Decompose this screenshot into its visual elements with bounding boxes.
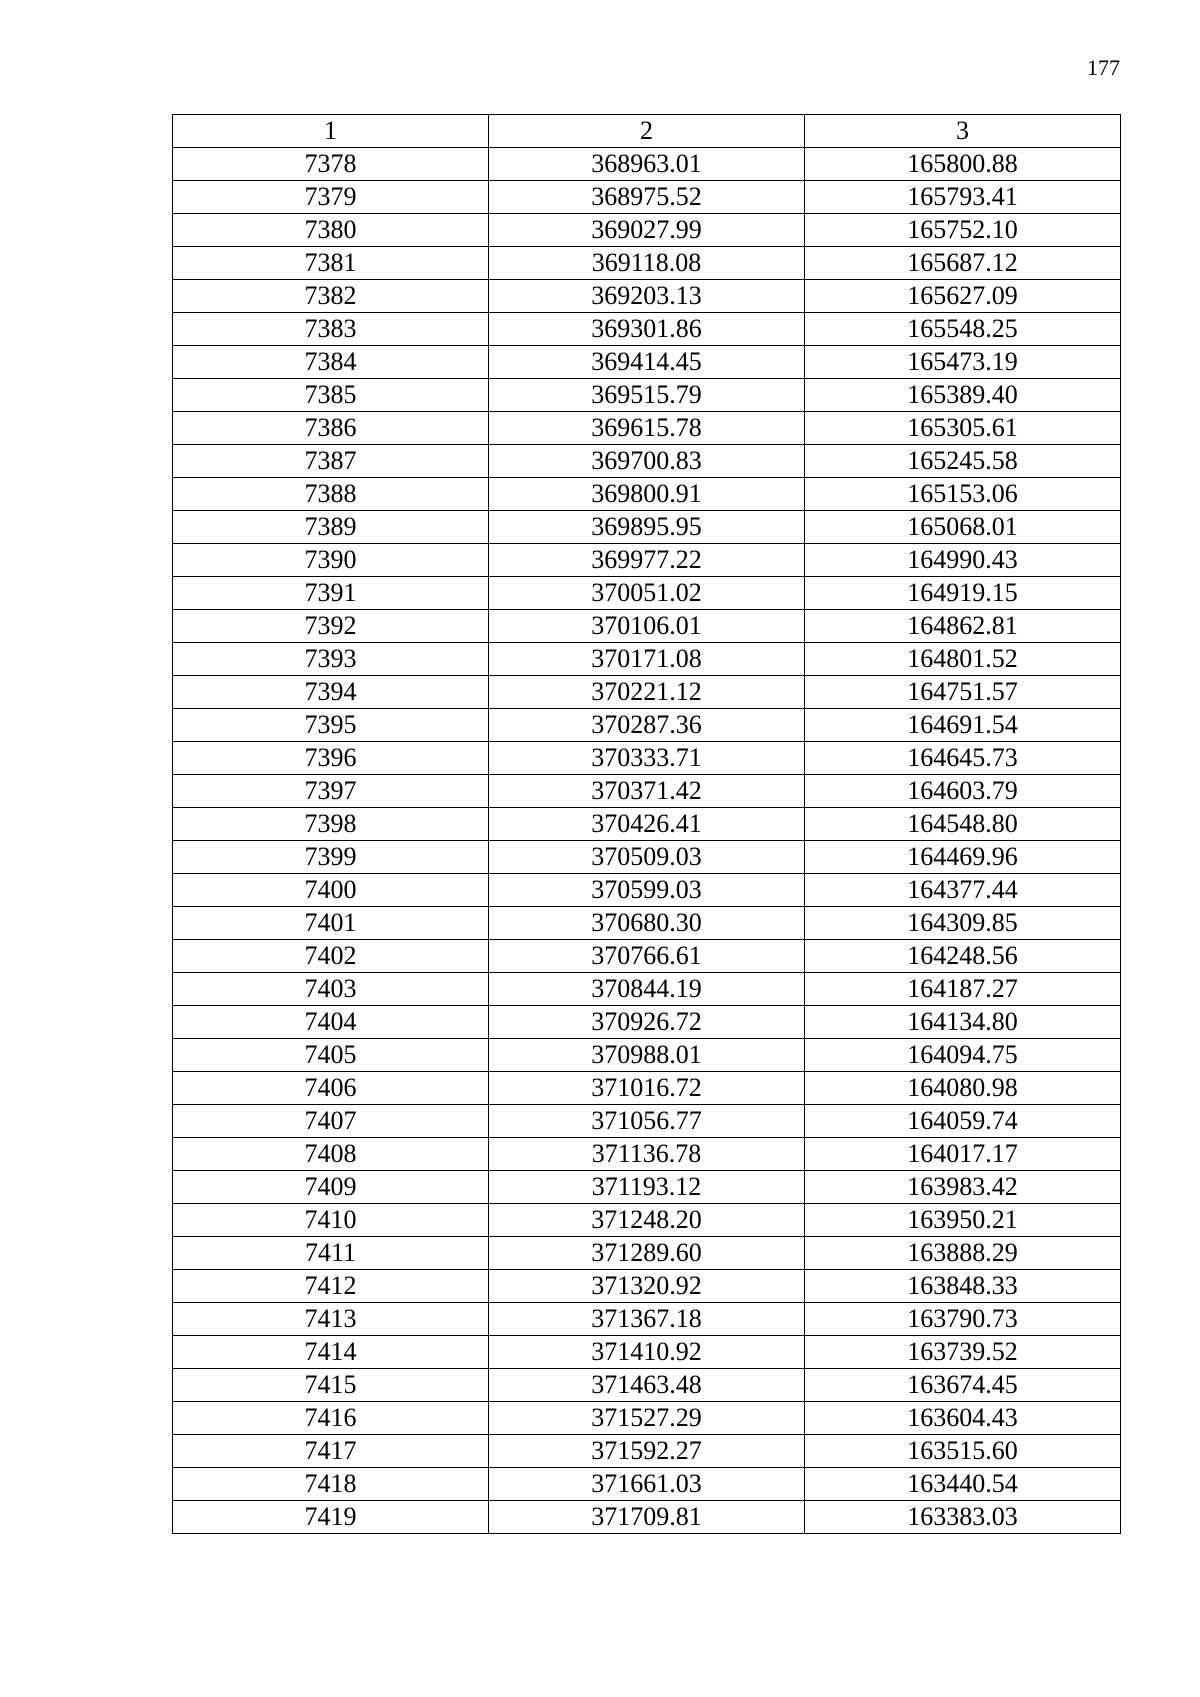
table-cell-col-3: 164017.17 (805, 1138, 1121, 1171)
table-cell-col-2: 371463.48 (489, 1369, 805, 1402)
table-cell-col-1: 7395 (173, 709, 489, 742)
table-cell-col-3: 165793.41 (805, 181, 1121, 214)
table-cell-col-1: 7393 (173, 643, 489, 676)
table-cell-col-2: 371016.72 (489, 1072, 805, 1105)
table-cell-col-1: 7418 (173, 1468, 489, 1501)
table-cell-col-3: 163983.42 (805, 1171, 1121, 1204)
table-cell-col-2: 370051.02 (489, 577, 805, 610)
table-row (173, 907, 1121, 940)
table-cell-col-3: 165245.58 (805, 445, 1121, 478)
table-cell-col-1: 7391 (173, 577, 489, 610)
table-cell-col-1: 7399 (173, 841, 489, 874)
table-cell-col-2: 371136.78 (489, 1138, 805, 1171)
table-cell-col-3: 164990.43 (805, 544, 1121, 577)
table-cell-col-1: 7382 (173, 280, 489, 313)
table-cell-col-2: 371056.77 (489, 1105, 805, 1138)
table-cell-col-1: 7385 (173, 379, 489, 412)
table-cell-col-3: 163739.52 (805, 1336, 1121, 1369)
table-cell-col-1: 7406 (173, 1072, 489, 1105)
table-row (173, 808, 1121, 841)
table-cell-col-2: 370844.19 (489, 973, 805, 1006)
table-row (173, 1303, 1121, 1336)
page-number: 177 (1087, 55, 1120, 80)
table-cell-col-1: 7397 (173, 775, 489, 808)
table-cell-col-2: 369203.13 (489, 280, 805, 313)
table-row (173, 1270, 1121, 1303)
table-cell-col-1: 7380 (173, 214, 489, 247)
table-cell-col-2: 369700.83 (489, 445, 805, 478)
table-cell-col-1: 7403 (173, 973, 489, 1006)
column-header-3: 3 (805, 115, 1121, 148)
table-cell-col-1: 7387 (173, 445, 489, 478)
table-row (173, 577, 1121, 610)
table-cell-col-2: 371320.92 (489, 1270, 805, 1303)
table-cell-col-3: 163383.03 (805, 1501, 1121, 1534)
table-cell-col-2: 369027.99 (489, 214, 805, 247)
table-row (173, 643, 1121, 676)
table-row (173, 544, 1121, 577)
table-cell-col-1: 7414 (173, 1336, 489, 1369)
table-cell-col-3: 165068.01 (805, 511, 1121, 544)
table-cell-col-1: 7419 (173, 1501, 489, 1534)
table-row (173, 742, 1121, 775)
table-row (173, 775, 1121, 808)
table-row (173, 181, 1121, 214)
table-cell-col-3: 163440.54 (805, 1468, 1121, 1501)
table-cell-col-3: 164603.79 (805, 775, 1121, 808)
table-cell-col-3: 163790.73 (805, 1303, 1121, 1336)
table-cell-col-2: 371592.27 (489, 1435, 805, 1468)
table-cell-col-2: 369800.91 (489, 478, 805, 511)
table-row (173, 610, 1121, 643)
table-cell-col-1: 7408 (173, 1138, 489, 1171)
table-row (173, 676, 1121, 709)
table-cell-col-3: 164094.75 (805, 1039, 1121, 1072)
table-cell-col-2: 371193.12 (489, 1171, 805, 1204)
table-row (173, 874, 1121, 907)
table-cell-col-3: 164134.80 (805, 1006, 1121, 1039)
table-cell-col-2: 371248.20 (489, 1204, 805, 1237)
table-cell-col-3: 164548.80 (805, 808, 1121, 841)
table-cell-col-1: 7402 (173, 940, 489, 973)
table-cell-col-1: 7394 (173, 676, 489, 709)
table-cell-col-3: 163604.43 (805, 1402, 1121, 1435)
table-cell-col-2: 369515.79 (489, 379, 805, 412)
table-cell-col-3: 163888.29 (805, 1237, 1121, 1270)
table-row (173, 346, 1121, 379)
table-cell-col-2: 369414.45 (489, 346, 805, 379)
table-cell-col-3: 164059.74 (805, 1105, 1121, 1138)
table-cell-col-3: 165800.88 (805, 148, 1121, 181)
table-cell-col-3: 165153.06 (805, 478, 1121, 511)
table-cell-col-2: 370287.36 (489, 709, 805, 742)
table-cell-col-1: 7396 (173, 742, 489, 775)
table-cell-col-3: 164187.27 (805, 973, 1121, 1006)
table-row (173, 1336, 1121, 1369)
table-cell-col-3: 164080.98 (805, 1072, 1121, 1105)
table-cell-col-2: 370333.71 (489, 742, 805, 775)
table-cell-col-1: 7390 (173, 544, 489, 577)
table-cell-col-1: 7383 (173, 313, 489, 346)
table-cell-col-3: 164751.57 (805, 676, 1121, 709)
table-cell-col-3: 163674.45 (805, 1369, 1121, 1402)
table-cell-col-3: 164469.96 (805, 841, 1121, 874)
table-row (173, 1468, 1121, 1501)
table-cell-col-2: 370221.12 (489, 676, 805, 709)
table-cell-col-3: 165473.19 (805, 346, 1121, 379)
table-row (173, 1435, 1121, 1468)
table-cell-col-2: 369615.78 (489, 412, 805, 445)
table-row (173, 1105, 1121, 1138)
table-cell-col-2: 369301.86 (489, 313, 805, 346)
table-cell-col-3: 165687.12 (805, 247, 1121, 280)
table-cell-col-3: 164248.56 (805, 940, 1121, 973)
table-cell-col-2: 370766.61 (489, 940, 805, 973)
table-row (173, 709, 1121, 742)
table-row (173, 841, 1121, 874)
coordinates-table (172, 114, 1121, 1534)
table-row (173, 511, 1121, 544)
table-cell-col-3: 164645.73 (805, 742, 1121, 775)
table-cell-col-3: 165548.25 (805, 313, 1121, 346)
table-cell-col-1: 7388 (173, 478, 489, 511)
table-cell-col-1: 7411 (173, 1237, 489, 1270)
table-cell-col-2: 370926.72 (489, 1006, 805, 1039)
table-body (173, 148, 1121, 1534)
table-cell-col-1: 7378 (173, 148, 489, 181)
table-cell-col-1: 7384 (173, 346, 489, 379)
table-cell-col-1: 7392 (173, 610, 489, 643)
table-cell-col-1: 7381 (173, 247, 489, 280)
table-cell-col-2: 371527.29 (489, 1402, 805, 1435)
table-cell-col-2: 368963.01 (489, 148, 805, 181)
table-cell-col-1: 7405 (173, 1039, 489, 1072)
table-cell-col-2: 370509.03 (489, 841, 805, 874)
table-cell-col-3: 165627.09 (805, 280, 1121, 313)
table-cell-col-2: 370106.01 (489, 610, 805, 643)
table-cell-col-2: 369118.08 (489, 247, 805, 280)
table-cell-col-3: 164691.54 (805, 709, 1121, 742)
table-cell-col-1: 7386 (173, 412, 489, 445)
table-cell-col-1: 7398 (173, 808, 489, 841)
table-cell-col-1: 7400 (173, 874, 489, 907)
table-row (173, 445, 1121, 478)
table-cell-col-1: 7413 (173, 1303, 489, 1336)
table-cell-col-3: 164377.44 (805, 874, 1121, 907)
table-row (173, 214, 1121, 247)
table-row (173, 1237, 1121, 1270)
table-cell-col-2: 371410.92 (489, 1336, 805, 1369)
table-row (173, 940, 1121, 973)
table-cell-col-3: 163515.60 (805, 1435, 1121, 1468)
table-row (173, 280, 1121, 313)
table-row (173, 1204, 1121, 1237)
table-cell-col-2: 370171.08 (489, 643, 805, 676)
table-cell-col-1: 7401 (173, 907, 489, 940)
table-row (173, 379, 1121, 412)
table-cell-col-2: 370988.01 (489, 1039, 805, 1072)
table-cell-col-1: 7412 (173, 1270, 489, 1303)
table-cell-col-2: 371289.60 (489, 1237, 805, 1270)
table-header-row (173, 115, 1121, 148)
table-cell-col-1: 7404 (173, 1006, 489, 1039)
table-cell-col-3: 164862.81 (805, 610, 1121, 643)
table-row (173, 247, 1121, 280)
table-row (173, 1006, 1121, 1039)
table-cell-col-1: 7389 (173, 511, 489, 544)
table-cell-col-3: 164309.85 (805, 907, 1121, 940)
table-cell-col-3: 163950.21 (805, 1204, 1121, 1237)
table-cell-col-2: 368975.52 (489, 181, 805, 214)
table-row (173, 478, 1121, 511)
table-cell-col-3: 164801.52 (805, 643, 1121, 676)
table-row (173, 1171, 1121, 1204)
table-cell-col-2: 371709.81 (489, 1501, 805, 1534)
column-header-1: 1 (173, 115, 489, 148)
table-cell-col-3: 165305.61 (805, 412, 1121, 445)
table-row (173, 973, 1121, 1006)
table-cell-col-1: 7415 (173, 1369, 489, 1402)
table-cell-col-1: 7416 (173, 1402, 489, 1435)
table-row (173, 148, 1121, 181)
table-row (173, 1501, 1121, 1534)
table-cell-col-3: 164919.15 (805, 577, 1121, 610)
table-cell-col-1: 7410 (173, 1204, 489, 1237)
table-cell-col-2: 370426.41 (489, 808, 805, 841)
table-cell-col-3: 163848.33 (805, 1270, 1121, 1303)
table-cell-col-2: 369977.22 (489, 544, 805, 577)
table-cell-col-2: 371661.03 (489, 1468, 805, 1501)
table-cell-col-2: 370371.42 (489, 775, 805, 808)
table-cell-col-3: 165389.40 (805, 379, 1121, 412)
table-row (173, 1402, 1121, 1435)
table-cell-col-1: 7407 (173, 1105, 489, 1138)
table-cell-col-3: 165752.10 (805, 214, 1121, 247)
table-row (173, 313, 1121, 346)
table-cell-col-1: 7409 (173, 1171, 489, 1204)
table-cell-col-2: 370599.03 (489, 874, 805, 907)
table-row (173, 412, 1121, 445)
table-row (173, 1072, 1121, 1105)
table-row (173, 1369, 1121, 1402)
column-header-2: 2 (489, 115, 805, 148)
table-cell-col-1: 7417 (173, 1435, 489, 1468)
table-cell-col-2: 371367.18 (489, 1303, 805, 1336)
table-cell-col-2: 370680.30 (489, 907, 805, 940)
table-row (173, 1138, 1121, 1171)
table-cell-col-2: 369895.95 (489, 511, 805, 544)
table-row (173, 1039, 1121, 1072)
table-cell-col-1: 7379 (173, 181, 489, 214)
